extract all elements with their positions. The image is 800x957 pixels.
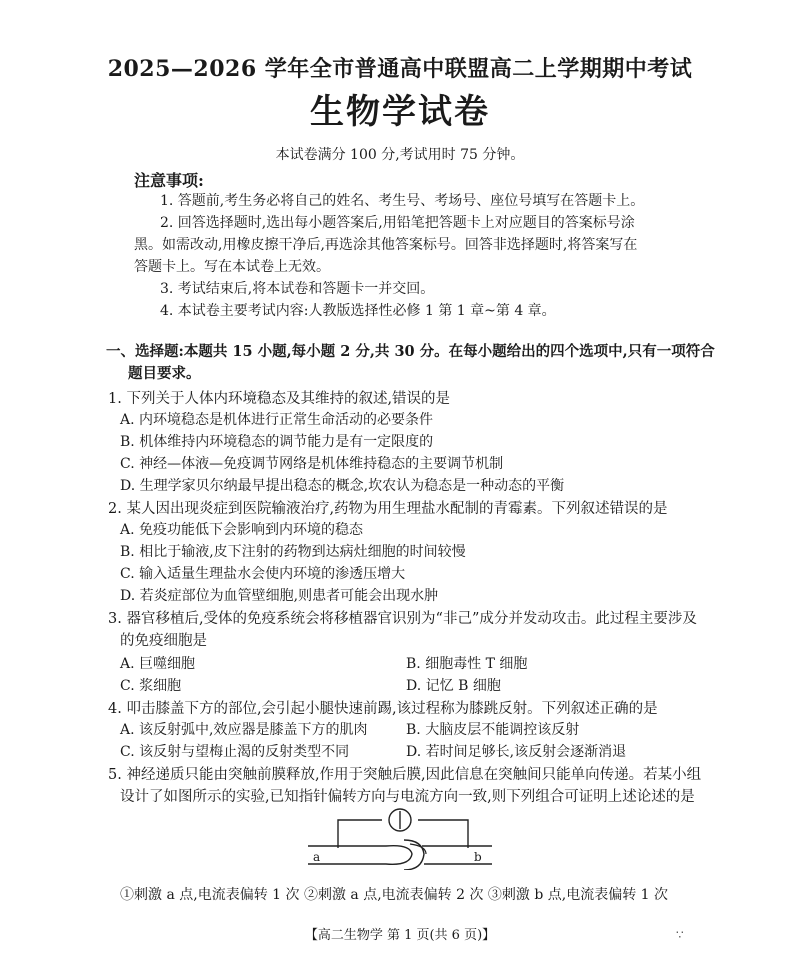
question-3-option-b: B. 细胞毒性 T 细胞 (406, 656, 528, 672)
presynaptic-neuron (308, 846, 412, 865)
exam-intro: 本试卷满分 100 分,考试用时 75 分钟。 (275, 147, 525, 163)
question-3-stem-cont: 的免疫细胞是 (120, 633, 207, 649)
question-2-option-a: A. 免疫功能低下会影响到内环境的稳态 (120, 522, 364, 538)
notice-line: 2. 回答选择题时,选出每小题答案后,用铅笔把答题卡上对应题目的答案标号涂 (160, 215, 635, 231)
question-4-option-a: A. 该反射弧中,效应器是膝盖下方的肌肉 (120, 722, 368, 738)
synapse-galvanometer-figure (300, 806, 500, 870)
point-b-label: b (474, 850, 482, 864)
question-1-option-a: A. 内环境稳态是机体进行正常生命活动的必要条件 (120, 412, 434, 428)
question-5-choices: ①刺激 a 点,电流表偏转 1 次 ②刺激 a 点,电流表偏转 2 次 ③刺激 b 点,电流表偏转 1 次 (120, 887, 669, 903)
question-4-option-c: C. 该反射与望梅止渴的反射类型不同 (120, 744, 350, 760)
section-heading-cont: 题目要求。 (128, 365, 201, 382)
exam-title: 2025—2026 学年全市普通高中联盟高二上学期期中考试 (107, 56, 693, 82)
question-2-option-b: B. 相比于输液,皮下注射的药物到达病灶细胞的时间较慢 (120, 544, 466, 560)
question-1-stem: 1. 下列关于人体内环境稳态及其维持的叙述,错误的是 (108, 391, 451, 407)
paper-title: 生物学试卷 (310, 92, 490, 132)
notice-line: 黑。如需改动,用橡皮擦干净后,再选涂其他答案标号。回答非选择题时,将答案写在 (134, 237, 638, 253)
section-heading: 一、选择题:本题共 15 小题,每小题 2 分,共 30 分。在每小题给出的四个选项中,只有一项符合 (106, 343, 715, 360)
question-3-option-a: A. 巨噬细胞 (120, 656, 196, 672)
question-2-stem: 2. 某人因出现炎症到医院输液治疗,药物为用生理盐水配制的青霉素。下列叙述错误的是 (108, 501, 668, 517)
question-3-option-d: D. 记忆 B 细胞 (406, 678, 501, 694)
question-3-stem: 3. 器官移植后,受体的免疫系统会将移植器官识别为“非己”成分并发动攻击。此过程主要涉及 (108, 611, 697, 627)
notice-line: 答题卡上。写在本试卷上无效。 (134, 259, 330, 275)
question-4-option-d: D. 若时间足够长,该反射会逐渐消退 (406, 744, 627, 760)
question-1-option-c: C. 神经—体液—免疫调节网络是机体维持稳态的主要调节机制 (120, 456, 504, 472)
point-a-label: a (313, 850, 321, 864)
notice-line: 3. 考试结束后,将本试卷和答题卡一并交回。 (160, 281, 435, 297)
question-5-stem: 5. 神经递质只能由突触前膜释放,作用于突触后膜,因此信息在突触间只能单向传递。若某小组 (108, 767, 702, 783)
question-4-option-b: B. 大脑皮层不能调控该反射 (406, 722, 580, 738)
question-2-option-c: C. 输入适量生理盐水会使内环境的渗透压增大 (120, 566, 406, 582)
question-1-option-b: B. 机体维持内环境稳态的调节能力是有一定限度的 (120, 434, 434, 450)
corner-mark: ∵ (676, 928, 684, 942)
notice-line: 1. 答题前,考生务必将自己的姓名、考生号、考场号、座位号填写在答题卡上。 (160, 193, 645, 209)
question-3-option-c: C. 浆细胞 (120, 678, 182, 694)
notice-heading: 注意事项: (134, 171, 204, 190)
page-footer: 【高二生物学 第 1 页(共 6 页)】 (304, 928, 496, 943)
question-2-option-d: D. 若炎症部位为血管壁细胞,则患者可能会出现水肿 (120, 588, 439, 604)
notice-line: 4. 本试卷主要考试内容:人教版选择性必修 1 第 1 章~第 4 章。 (160, 303, 556, 319)
question-5-stem-cont: 设计了如图所示的实验,已知指针偏转方向与电流方向一致,则下列组合可证明上述论述的是 (120, 789, 695, 805)
question-1-option-d: D. 生理学家贝尔纳最早提出稳态的概念,坎农认为稳态是一种动态的平衡 (120, 478, 565, 494)
question-4-stem: 4. 叩击膝盖下方的部位,会引起小腿快速前踢,该过程称为膝跳反射。下列叙述正确的是 (108, 701, 658, 717)
